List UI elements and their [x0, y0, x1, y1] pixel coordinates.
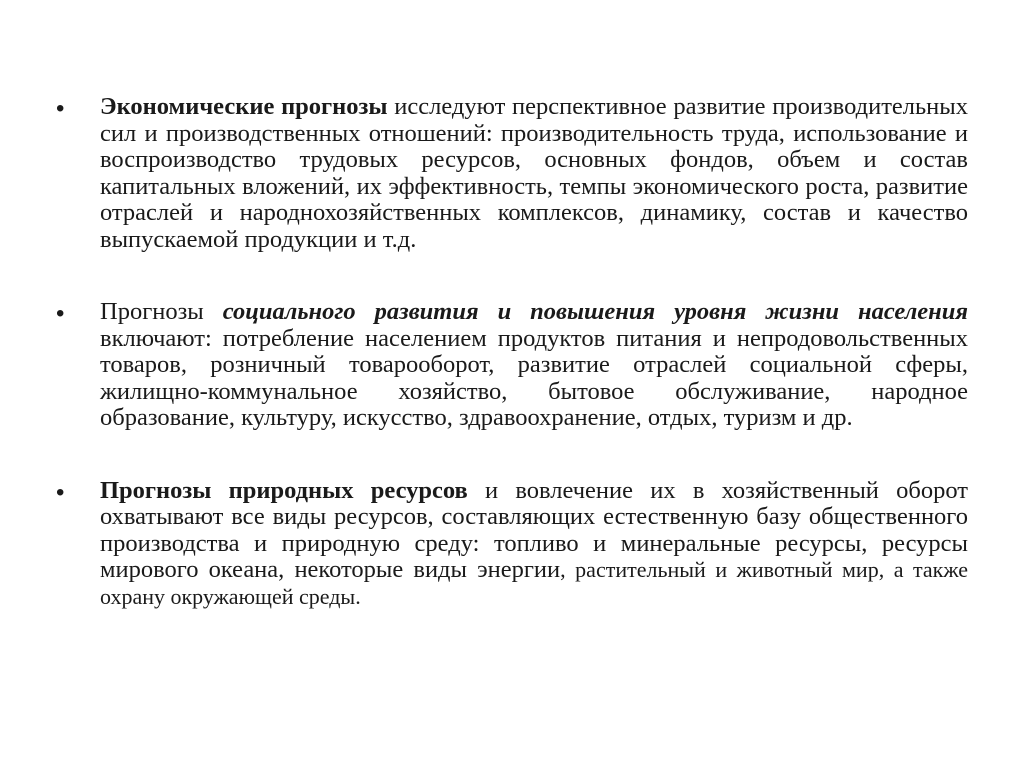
bullet-item-economic-forecasts: [56, 94, 968, 253]
bullet-icon: •: [56, 300, 65, 327]
bullet-icon: •: [56, 478, 65, 506]
bold-term: Прогнозы природных ресурсов: [100, 476, 468, 504]
bullet-item-social-forecasts: [56, 299, 968, 432]
italic-bold-term: социального развития и повышения уровня жизни населения: [222, 298, 968, 325]
bold-term: Экономические прогнозы: [100, 93, 388, 120]
body-text: и вовлечение их в хозяйственный оборот охватывают все виды ресурсов, составляющих естественную базу общественного производства и природную среду: топливо и минеральные ресурсы, ресурсы мирового океана, некоторые виды энергии: [100, 476, 968, 583]
bullet-icon: •: [56, 95, 65, 122]
body-text: включают: потребление населением продуктов питания и непродовольственных товаров, розничный товарооборот, развитие отраслей социальной сферы, жилищно-коммунальное хозяйство, бытовое обслуживание, народное образование, культуру, искусство, здравоохранение, отдых, туризм и др.: [100, 324, 968, 431]
bullet-list: [56, 94, 968, 610]
body-text: Прогнозы: [100, 298, 223, 325]
bullet-text: [100, 299, 968, 432]
body-text: исследуют перспективное развитие производительных сил и производственных отношений: производительность труда, использование и воспроизводство трудовых ресурсов, основных фондов, объем и состав капитальных вложений, их эффективность, темпы экономического роста, развитие отраслей и народнохозяйственных комплексов, динамику, состав и качество выпускаемой продукции и т.д.: [100, 93, 968, 253]
bullet-text: [100, 94, 968, 253]
bullet-item-natural-resources-forecasts: [56, 478, 968, 611]
bullet-text: [100, 478, 968, 611]
body-text-small: , растительный и животный мир, а также охрану окружающей среды.: [100, 557, 969, 609]
